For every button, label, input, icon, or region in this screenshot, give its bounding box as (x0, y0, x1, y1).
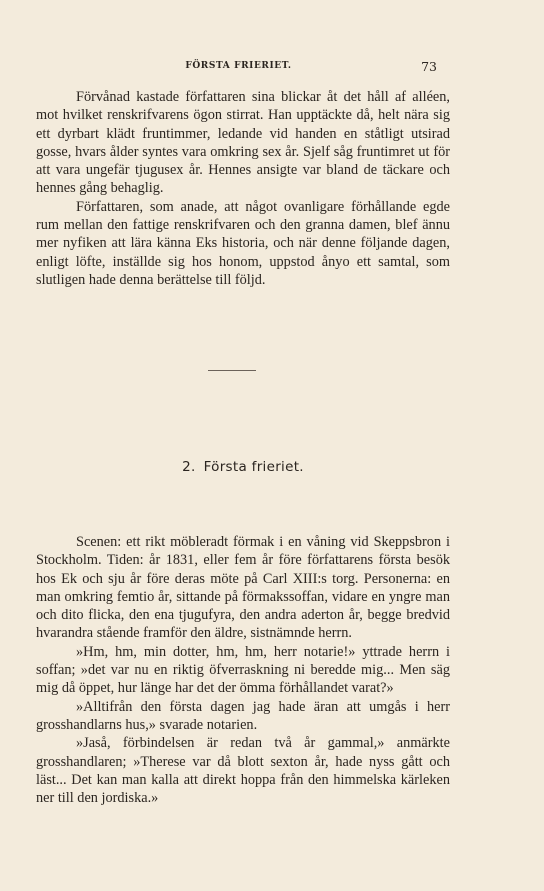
paragraph: »Hm, hm, min dotter, hm, hm, herr notarie!» yttrade herrn i soffan; »det var nu en riktig öfverraskning ni beredde mig... Men säg mig då öppet, hur länge har det der ömma förhållandet varat?» (36, 643, 450, 697)
text-block-part-one (36, 88, 450, 289)
section-number: 2. (182, 459, 196, 475)
section-divider (208, 370, 256, 371)
paragraph: Scenen: ett rikt möbleradt förmak i en våning vid Skeppsbron i Stockholm. Tiden: år 1831, eller fem år före författarens första besök hos Ek och sju år före deras möte på Carl XIII:s torg. Personerna: en man omkring femtio år, sittande på förmakssoffan, vidare en yngre man och dito flicka, den ena tjugufyra, den andra aderton år, begge bredvid hvarandra stående framför den äldre, sistnämnde herrn. (36, 534, 450, 642)
page-header (36, 61, 441, 77)
section-heading (36, 459, 450, 475)
text-block-part-two (36, 533, 450, 807)
page-number: 73 (421, 59, 437, 74)
paragraph: Författaren, som anade, att något ovanligare förhållande egde rum mellan den fattige renskrifvaren och den granna damen, blef ännu mer nyfiken att lära känna Eks historia, och när denne följande dagen, enligt löfte, inställde sig hos honom, uppstod ånyo ett samtal, som slutligen hade denna berättelse till följd. (36, 198, 450, 288)
paragraph: »Alltifrån den första dagen jag hade äran att umgås i herr grosshandlarns hus,» svarade notarien. (36, 698, 450, 733)
running-head: FÖRSTA FRIERIET. (185, 61, 292, 71)
paragraph: »Jaså, förbindelsen är redan två år gammal,» anmärkte grosshandlaren; »Therese var då blott sexton år, hade nyss gått och läst... Det kan man kalla att direkt hoppa från den himmelska kärleken ner till den jordiska.» (36, 735, 450, 807)
section-title: Första frieriet. (203, 459, 304, 475)
paragraph: Förvånad kastade författaren sina blickar åt det håll af alléen, mot hvilket renskrifvarens ögon stirrat. Han upptäckte då, helt nära sig ett dyrbart klädt fruntimmer, ledande vid handen en ståtligt utsirad gosse, hvars ålder syntes vara omkring sex år. Sjelf såg fruntimret ut för att vara ungefär tjugusex år. Hennes ansigte var bland de täckare och hennes gång behaglig. (36, 89, 450, 197)
